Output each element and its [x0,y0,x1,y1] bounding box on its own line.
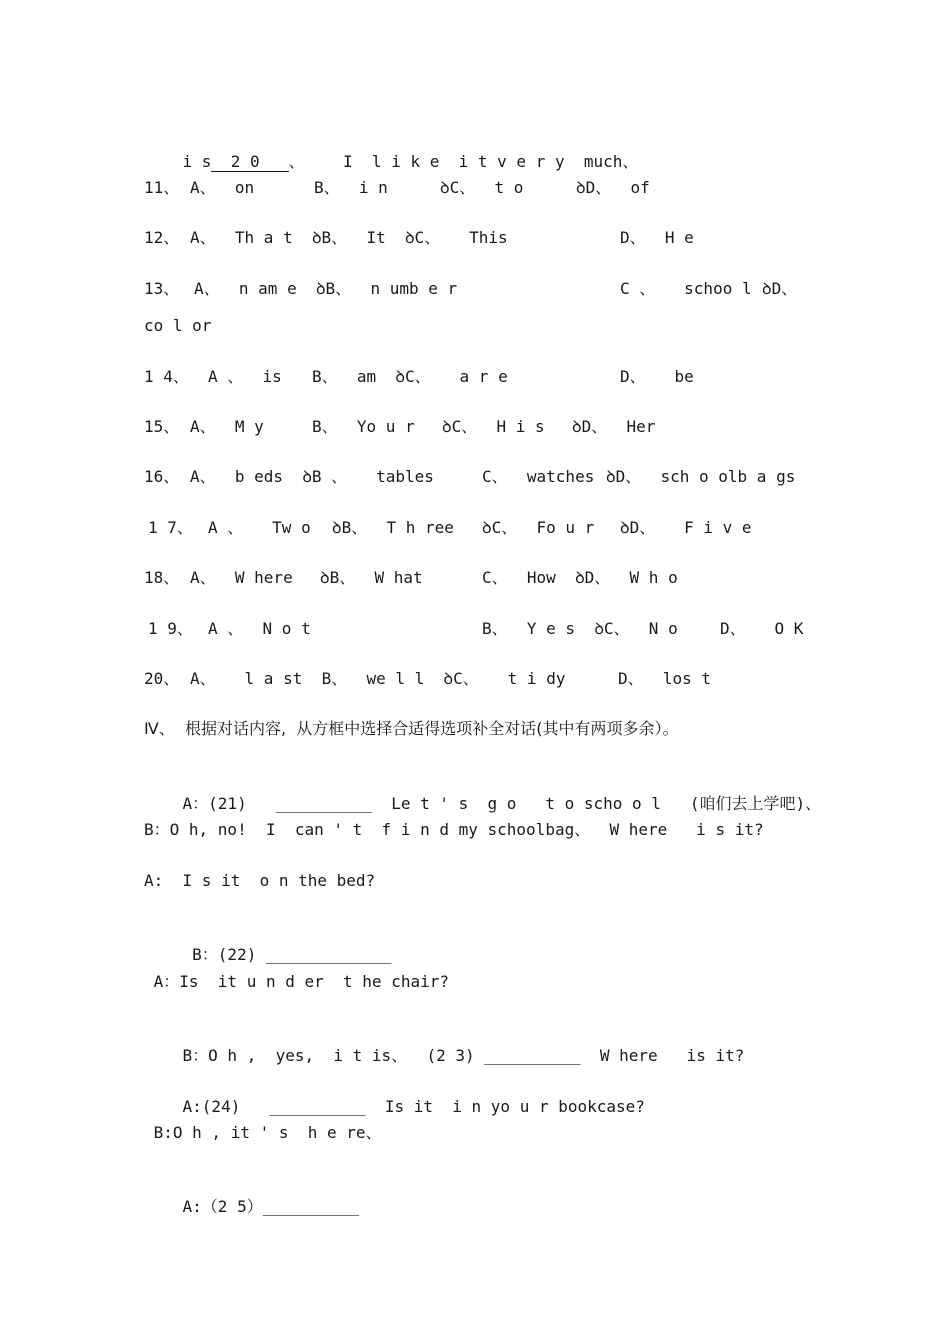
option-b: ꝺB、 W hat [320,568,423,587]
speaker-text: A:（2 5） [182,1197,263,1216]
option-c: ꝺC、 t o [440,178,524,197]
dialogue-line-6 [144,1020,745,1065]
question-12 [144,226,824,250]
question-number: 12、 [144,228,180,247]
option-d: D、 los t [618,669,712,688]
option-a: A、 on [190,178,255,197]
dialogue-line-9 [144,1171,360,1216]
option-a: A、 b eds ꝺB 、 tables [190,467,434,486]
option-b: B、 Yo u r [312,417,415,436]
section-4-title: Ⅳ、 根据对话内容, 从方框中选择合适得选项补全对话(其中有两项多余）。 [144,719,679,738]
answer-blank-21[interactable]: __________ [275,794,372,813]
question-number: 1 4、 [144,367,189,386]
dialogue-text: Le t ' s g o t o scho o l (咱们去上学吧)、 [371,794,822,813]
speaker-text: A：(21) [182,794,276,813]
dialogue-line-7 [144,1071,645,1116]
dialogue-line-4 [144,919,392,964]
speaker-text: B：O h , yes, i t is、 (2 3) [182,1046,485,1065]
option-d: ꝺD、 Her [572,417,656,436]
answer-blank-25[interactable]: __________ [262,1197,360,1216]
question-number: 11、 [144,178,180,197]
question-number: 20、 [144,669,180,688]
option-c: C 、 schoo l [620,279,752,298]
option-a: A 、 is [208,367,282,386]
option-a: A、 W here [190,568,293,587]
option-a: A 、 Tw o [208,518,311,537]
question-13-continuation: co l or [144,316,212,335]
option-d: ꝺD、 sch o olb a gs [606,467,796,486]
option-d: ꝺD、 of [576,178,650,197]
question-20 [144,667,824,691]
option-d: ꝺD、 [762,279,798,298]
answer-blank-23[interactable]: __________ [484,1046,581,1065]
option-c: C、 How ꝺD、 W h o [482,568,678,587]
question-number: 15、 [144,417,180,436]
dialogue-line-1 [144,768,822,813]
question-number: 18、 [144,568,180,587]
option-b: B、 am ꝺC、 a r e [312,367,508,386]
dialogue-line-8: B:O h , it ' s h e re、 [144,1123,382,1142]
intro-suffix: 、 I l i k e i t v e r y much、 [288,152,639,171]
question-18 [144,566,824,590]
dialogue-line-3: A: I s it o n the bed? [144,871,376,890]
dialogue-text: W here is it? [580,1046,745,1065]
question-13 [144,277,824,301]
answer-blank-22[interactable]: _____________ [265,945,392,964]
question-17 [144,516,824,540]
option-d: D、 O K [720,619,804,638]
question-19 [144,617,824,641]
option-a: A、 n am e ꝺB、 n umb e r [194,279,458,298]
option-c: C、 watches [482,467,595,486]
question-number: 1 9、 [148,619,193,638]
option-b: B、 i n [314,178,388,197]
speaker-text: A:(24) [182,1097,270,1116]
question-15 [144,415,824,439]
option-c: ꝺC、 Fo u r [482,518,595,537]
option-b: B、 Y e s ꝺC、 N o [482,619,678,638]
option-a: A 、 N o t [208,619,311,638]
option-a: A、 l a st B、 we l l ꝺC、 t i dy [190,669,566,688]
question-16 [144,465,824,489]
question-number: 16、 [144,467,180,486]
answer-blank-20: 2 0 [211,152,289,171]
dialogue-text: Is it i n yo u r bookcase? [365,1097,645,1116]
option-a: A、 M y [190,417,264,436]
answer-blank-24[interactable]: __________ [269,1097,366,1116]
option-d: D、 H e [620,228,694,247]
question-11 [144,176,824,200]
intro-prefix: i s [182,152,212,171]
question-number: 13、 [144,279,180,298]
question-14 [144,365,824,389]
option-a: A、 Th a t ꝺB、 It ꝺC、 This [190,228,508,247]
dialogue-line-5: A：Is it u n d er t he chair? [144,972,449,991]
option-c: ꝺC、 H i s [442,417,545,436]
question-number: 1 7、 [148,518,193,537]
option-d: ꝺD、 F i v e [620,518,752,537]
intro-line [144,126,639,171]
option-b: ꝺB、 T h ree [332,518,454,537]
dialogue-line-2: B：O h, no! I can ' t f i n d my schoolbag、 W here i s it? [144,820,764,839]
option-d: D、 be [620,367,694,386]
speaker-text: B：(22) [182,945,266,964]
